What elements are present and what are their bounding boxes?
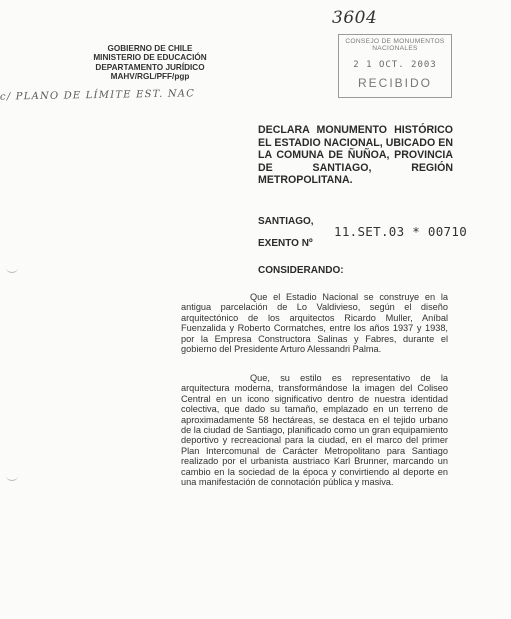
document-title: DECLARA MONUMENTO HISTÓRICO EL ESTADIO NACIONAL, UBICADO EN LA COMUNA DE ÑUÑOA, PROVINCIA DE SANTIAGO, REGIÓN METROPOLITANA.: [258, 124, 453, 187]
decree-date-number: 11.SET.03 * 00710: [334, 224, 468, 239]
punch-hole-mark: [6, 470, 18, 481]
city-label: SANTIAGO,: [258, 216, 314, 227]
considerando-heading: CONSIDERANDO:: [258, 265, 344, 276]
exento-label: EXENTO Nº: [258, 238, 313, 249]
received-stamp: [338, 34, 452, 98]
stamp-status: RECIBIDO: [357, 76, 432, 90]
punch-hole-mark: [6, 262, 18, 273]
letterhead-ministry: MINISTERIO DE EDUCACIÓN: [93, 53, 207, 63]
stamp-institution: CONSEJO DE MONUMENTOS NACIONALES: [345, 38, 445, 52]
paragraph-2: Que, su estilo es representativo de la arquitectura moderna, transformándose la imagen del Coliseo Central en un icono significativo dentro de nuestra identidad colectiva, que dado su tamaño, emplazado en un terreno de aproximadamente 58 hectáreas, se destaca en el tejido urbano de la ciudad de Santiago, planificado como un gran equipamiento deportivo y recreacional para la ciudad, en el marco del primer Plan Intercomunal de Carácter Metropolitano para Santiago realizado por el urbanista austriaco Karl Brunner, marcando un cambio en la sociedad de la época y convirtiendo al deporte en una manifestación de connotación pública y masiva.: [181, 373, 448, 488]
stamp-date: 2 1 OCT. 2003: [353, 60, 437, 70]
letterhead-reference: MAHV/RGL/PFF/pgp: [110, 72, 190, 82]
letterhead-department: DEPARTAMENTO JURÍDICO: [95, 62, 205, 72]
paragraph-1: Que el Estadio Nacional se construye en la antigua parcelación de Lo Valdivieso, según el diseño arquitectónico de los arquitectos Ricardo Muller, Aníbal Fuenzalida y Roberto Cormatches, entre los años 1937 y 1938, por la Empresa Constructora Salinas y Fabres, durante el gobierno del Presidente Arturo Alessandri Palma.: [181, 292, 448, 355]
handwritten-document-number: 3604: [332, 8, 378, 28]
letterhead: [70, 44, 230, 82]
letterhead-government: GOBIERNO DE CHILE: [107, 44, 193, 53]
handwritten-margin-note: c/ PLANO DE LÍMITE EST. NAC: [0, 88, 196, 103]
